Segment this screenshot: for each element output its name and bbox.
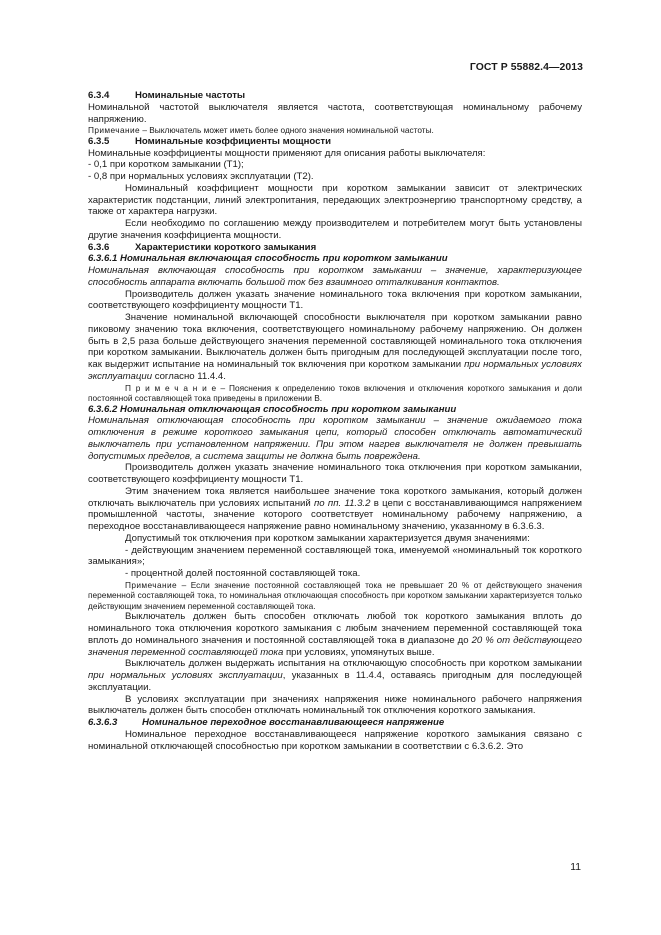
section-number: 6.3.6.2 — [88, 403, 118, 415]
note-label: П р и м е ч а н и е — [125, 382, 217, 393]
section-title: Номинальная отключающая способность при коротком замыкании — [120, 403, 457, 415]
note-label: Примечание — [88, 125, 141, 136]
note-label: Примечание — [125, 579, 178, 590]
note — [88, 125, 582, 136]
section-6-3-6-2-heading — [88, 404, 582, 416]
section-6-3-4-heading — [88, 90, 582, 102]
section-title: Номинальное переходное восстанавливающееся напряжение — [142, 717, 445, 728]
section-6-3-6-heading — [88, 242, 582, 254]
list-item: - 0,1 при коротком замыкании (Т1); — [88, 159, 244, 171]
section-title: Номинальные частоты — [135, 90, 246, 101]
section-number: 6.3.6.1 — [88, 253, 118, 265]
paragraph: Если необходимо по соглашению между производителем и потребителем могут быть установлены другие значения коэффициента мощности. — [88, 218, 582, 241]
paragraph: Номинальные коэффициенты мощности применяют для описания работы выключателя: — [88, 147, 486, 159]
section-title: Номинальные коэффициенты мощности — [135, 135, 332, 147]
paragraph: Номинальной частотой выключателя является частота, соответствующая номинальному рабочему напряжению. — [88, 101, 582, 125]
note-text: – Пояснения к определению токов включения и отключения короткого замыкания и доли постоянной составляющей тока приведены в приложении В. — [88, 382, 582, 403]
paragraph: Производитель должен указать значение номинального тока включения при коротком замыкании, соответствующего коэффициенту мощности Т1. — [88, 288, 582, 312]
section-number: 6.3.6 — [88, 241, 110, 253]
note-text: – Выключатель может иметь более одного значения номинальной частоты. — [140, 125, 434, 136]
definition: Номинальная включающая способность при коротком замыкании – значение, характеризующее способность аппарата включать большой ток без взаимного отталкивания контактов. — [88, 265, 582, 288]
paragraph: Производитель должен указать значение номинального тока отключения при коротком замыкании, соответствующего коэффициенту мощности Т1. — [88, 462, 582, 485]
text-run: согласно 11.4.4. — [152, 370, 226, 382]
text-run: при условиях, упомянутых выше. — [283, 646, 435, 658]
list-item: - процентной долей постоянной составляющей тока. — [125, 568, 361, 579]
paragraph — [88, 486, 582, 533]
section-6-3-6-1-heading — [88, 253, 582, 265]
document-header: ГОСТ Р 55882.4—2013 — [469, 62, 583, 73]
note-text: – Если значение постоянной составляющей тока не превышает 20 % от действующего значения переменной составляющей тока, то номинальная отключающая способность при коротком замыкании характеризуется только действующим значением переменной составляющей тока. — [88, 579, 582, 611]
italic-run: 20 % от действующего значения переменной составляющей тока — [88, 634, 582, 658]
section-title: Характеристики короткого замыкания — [135, 241, 317, 253]
italic-run: при нормальных условиях эксплуатации — [88, 359, 582, 382]
paragraph: Допустимый ток отключения при коротком замыкании характеризуется двумя значениями: — [125, 532, 530, 544]
paragraph — [88, 611, 582, 658]
section-number: 6.3.6.3 — [88, 717, 118, 728]
section-number: 6.3.5 — [88, 135, 110, 147]
text-run: в цепи с восстанавливающимся напряжением промышленной частоты, значение которого соответствует номинальному рабочему напряжению, а переходное восстанавливающееся напряжение равно номинальному значению, указанному в 6.3.6.3. — [88, 497, 582, 532]
document-body — [88, 90, 582, 752]
text-run: Этим значением тока является наибольшее значение тока короткого замыкания, который должен отключать выключатель при условиях испытаний — [88, 485, 582, 509]
italic-run: по пп. 11.3.2 — [314, 497, 371, 509]
paragraph — [88, 312, 582, 383]
text-run: Выключатель должен выдержать испытания на отключающую способность при коротком замыкании — [125, 658, 582, 670]
italic-run: при нормальных условиях эксплуатации — [88, 670, 283, 681]
section-number: 6.3.4 — [88, 90, 110, 101]
paragraph — [88, 658, 582, 693]
text-run: , указанных в 11.4.4, оставаясь пригодным для последующей эксплуатации. — [88, 670, 582, 693]
section-6-3-6-3-heading — [88, 717, 582, 729]
text-run: Выключатель должен быть способен отключать любой ток короткого замыкания вплоть до номинального тока отключения короткого замыкания с любым значением переменной составляющей тока вплоть до номинального значения и постоянной составляющей тока в диапазоне до — [88, 611, 582, 646]
text-run: Значение номинальной включающей способности выключателя при коротком замыкании равно пиковому значению тока включения, соответствующего номинальному рабочему напряжению. Он должен быть в 2,5 раза больше действующего значения переменной составляющей номинального тока отключения при коротком замыкании. Выключатель должен быть пригодным для последующей эксплуатации после того, как выдержит испытание на номинальный ток включения при коротком замыкании — [88, 312, 582, 370]
paragraph: Номинальный коэффициент мощности при коротком замыкании зависит от электрических характеристик подстанции, линий электропитания, передающих электроэнергию транспортному средству, а также от характера нагрузки. — [88, 182, 582, 218]
paragraph: В условиях эксплуатации при значениях напряжения ниже номинального рабочего напряжения выключатель должен быть способен отключать номинальный ток отключения короткого замыкания. — [88, 693, 582, 717]
note — [88, 383, 582, 404]
definition: Номинальная отключающая способность при коротком замыкании – значение ожидаемого тока отключения в режиме короткого замыкания цепи, который способен отключать автоматический выключатель при установленном напряжении. При этом нагрев выключателя не должен превышать допустимых пределов, а система защиты не должна быть повреждена. — [88, 415, 582, 462]
list-item: - 0,8 при нормальных условиях эксплуатации (Т2). — [88, 171, 314, 182]
note — [88, 580, 582, 612]
list-item: - действующим значением переменной составляющей тока, именуемой «номинальный ток короткого замыкания»; — [88, 544, 582, 568]
section-6-3-5-heading — [88, 136, 582, 148]
page-number: 11 — [570, 862, 581, 873]
section-title: Номинальная включающая способность при коротком замыкании — [120, 253, 448, 265]
paragraph: Номинальное переходное восстанавливающееся напряжение короткого замыкания связано с номинальной отключающей способностью при коротком замыкании в соответствии с 6.3.6.2. Это — [88, 728, 582, 752]
